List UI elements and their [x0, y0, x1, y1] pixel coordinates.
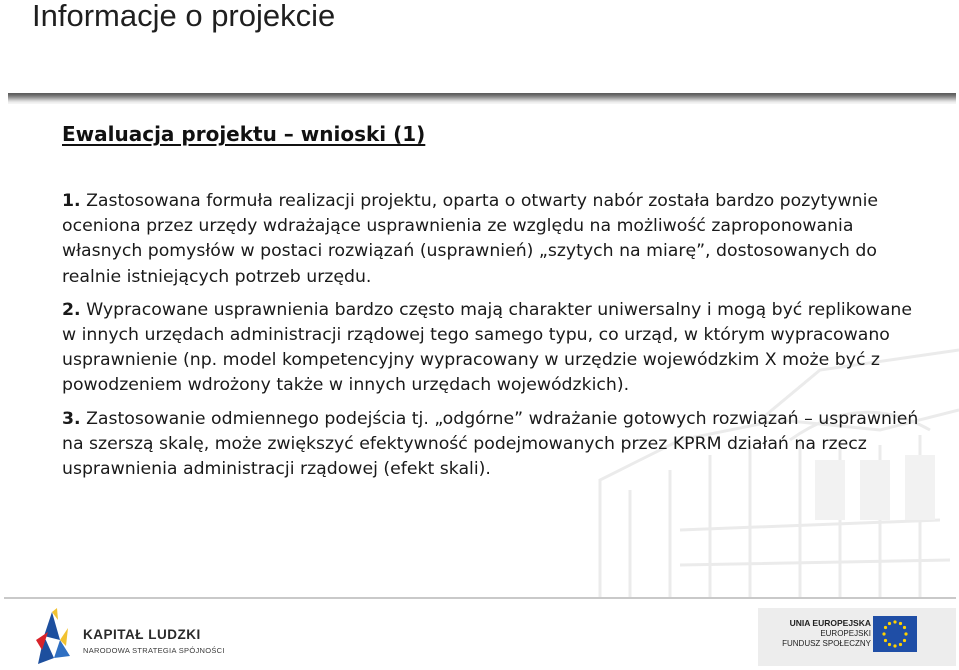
body-text — [62, 189, 922, 490]
point-2 — [62, 298, 922, 399]
point-number: 1. — [62, 191, 81, 211]
point-text: Wypracowane usprawnienia bardzo często mają charakter uniwersalny i mogą być replikowane w innych urzędach administracji rządowej tego samego typu, co urząd, w którym wypracowano usprawnienie (np. model kompetencyjny wypracowany w urzędzie wojewódzkim X może być z powodzeniem wdrożony także w innych urzędach wojewódzkich). — [62, 299, 912, 396]
point-text: Zastosowanie odmiennego podejścia tj. „odgórne” wdrażanie gotowych rozwiązań – usprawnień na szerszą skalę, może zwiększyć efektywność podejmowanych przez KPRM działań na rzecz usprawnienia administracji rządowej (efekt skali). — [62, 408, 919, 480]
eu-flag-icon — [873, 616, 917, 652]
point-number: 2. — [62, 299, 81, 320]
footer-divider — [4, 597, 956, 599]
point-3 — [62, 407, 922, 483]
point-text: Zastosowana formuła realizacji projektu, oparta o otwarty nabór została bardzo pozytywnie oceniona przez urzędy wdrażające usprawnienia ze względu na możliwość zaproponowania własnych pomysłów w postaci rozwiązań (usprawnień) „szytych na miarę”, dostosowanych do realnie istniejących potrzeb urzędu. — [62, 191, 879, 287]
point-1 — [62, 189, 922, 290]
kapital-ludzki-subtitle: NARODOWA STRATEGIA SPÓJNOŚCI — [83, 646, 225, 655]
slide-title: Informacje o projekcie — [32, 0, 336, 33]
point-number: 3. — [62, 408, 81, 429]
kapital-ludzki-title: KAPITAŁ LUDZKI — [83, 627, 201, 642]
eu-logo — [758, 608, 956, 666]
eu-line-3: FUNDUSZ SPOŁECZNY — [782, 639, 871, 648]
eu-line-1: UNIA EUROPEJSKA — [789, 618, 871, 628]
eu-line-2: EUROPEJSKI — [820, 629, 871, 638]
title-divider — [8, 93, 956, 104]
section-heading: Ewaluacja projektu – wnioski (1) — [62, 122, 426, 146]
